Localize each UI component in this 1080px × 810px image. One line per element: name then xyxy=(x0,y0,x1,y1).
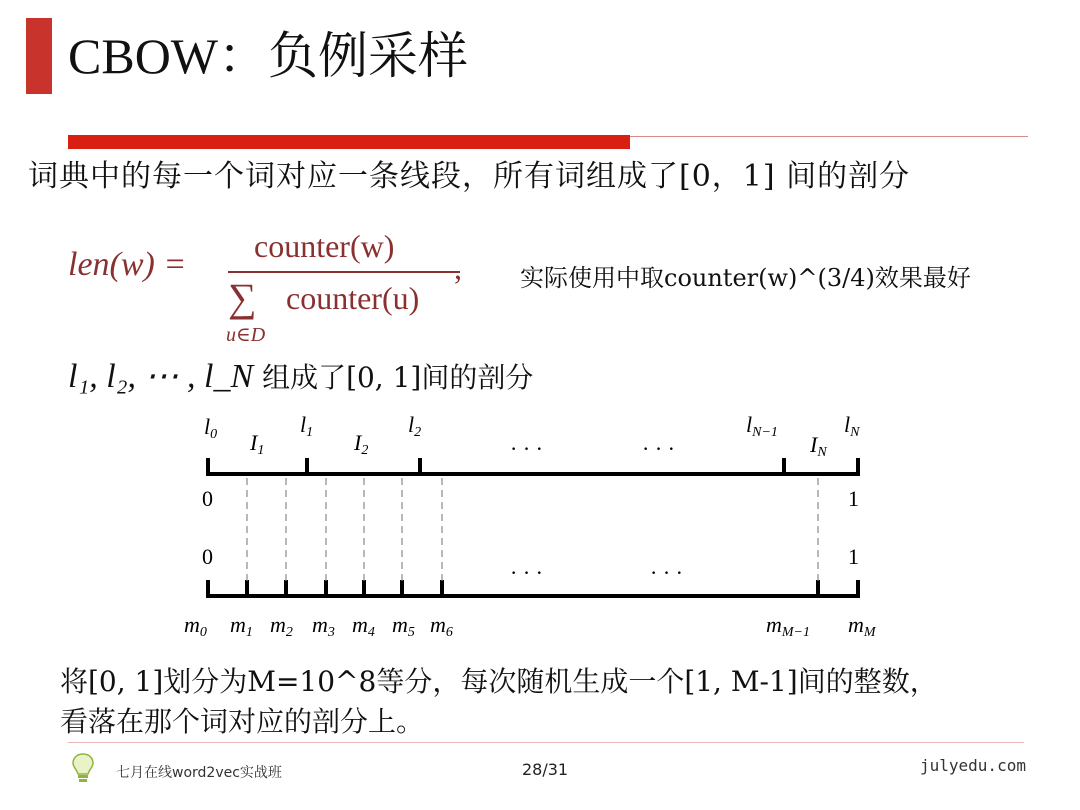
label-m3: m3 xyxy=(312,612,335,640)
sampling-line-2: 看落在那个词对应的剖分上。 xyxy=(60,705,425,738)
label-I2: I2 xyxy=(354,430,369,458)
site-link[interactable]: julyedu.com xyxy=(920,756,1026,775)
label-l0: l0 xyxy=(204,414,218,442)
fraction-bar xyxy=(228,271,460,273)
label-m5: m5 xyxy=(392,612,415,640)
label-mM-1: mM−1 xyxy=(766,612,810,640)
label-m1: m1 xyxy=(230,612,253,640)
len-formula xyxy=(68,228,508,346)
label-lN-1: lN−1 xyxy=(746,412,778,440)
intro-line: 词典中的每一个词对应一条线段，所有词组成了[0，1] 间的剖分 xyxy=(28,159,911,194)
sampling-line-1: 将[0, 1]划分为M=10^8等分，每次随机生成一个[1, M-1]间的整数， xyxy=(60,665,938,698)
title-accent-bar xyxy=(26,18,52,94)
label-IN: IN xyxy=(810,432,827,460)
formula-numerator: counter(w) xyxy=(254,228,395,264)
sum-subscript: u∈D xyxy=(226,324,266,346)
course-name: 七月在线word2vec实战班 xyxy=(116,765,282,781)
label-lN: lN xyxy=(844,412,860,440)
one-bottom: 1 xyxy=(848,544,859,569)
zero-bottom: 0 xyxy=(202,544,213,569)
label-m2: m2 xyxy=(270,612,293,640)
partition-line xyxy=(68,356,533,399)
formula-denominator: counter(u) xyxy=(286,280,420,316)
zero-top: 0 xyxy=(202,486,213,511)
footer-divider xyxy=(68,742,1024,743)
dots-top-2: · · · xyxy=(642,436,675,461)
dots-top-1: · · · xyxy=(510,436,543,461)
label-l1: l1 xyxy=(300,412,314,440)
partition-text: 组成了[0, 1]间的剖分 xyxy=(253,361,534,394)
lightbulb-icon xyxy=(72,752,94,784)
dots-bottom-1: · · · xyxy=(510,560,543,585)
slide-title: CBOW：负例采样 xyxy=(68,28,468,84)
sum-symbol: ∑ xyxy=(228,275,257,320)
dots-bottom-2: · · · xyxy=(650,560,683,585)
one-top: 1 xyxy=(848,486,859,511)
partition-symbols: l₁, l₂, ⋯ , l_N xyxy=(68,358,254,395)
segment-diagram xyxy=(180,410,920,650)
title-underline xyxy=(68,135,630,149)
title-underline-thin xyxy=(630,136,1028,137)
label-l2: l2 xyxy=(408,412,422,440)
sampling-explanation xyxy=(60,662,1060,742)
page-number: 28/31 xyxy=(522,760,569,779)
usage-note: 实际使用中取counter(w)^(3/4)效果最好 xyxy=(520,264,971,292)
label-I1: I1 xyxy=(250,430,265,458)
label-m0: m0 xyxy=(184,612,207,640)
label-m4: m4 xyxy=(352,612,375,640)
label-m6: m6 xyxy=(430,612,453,640)
formula-lhs: len(w) = xyxy=(68,246,187,283)
label-mM: mM xyxy=(848,612,876,640)
formula-comma: , xyxy=(454,250,462,286)
